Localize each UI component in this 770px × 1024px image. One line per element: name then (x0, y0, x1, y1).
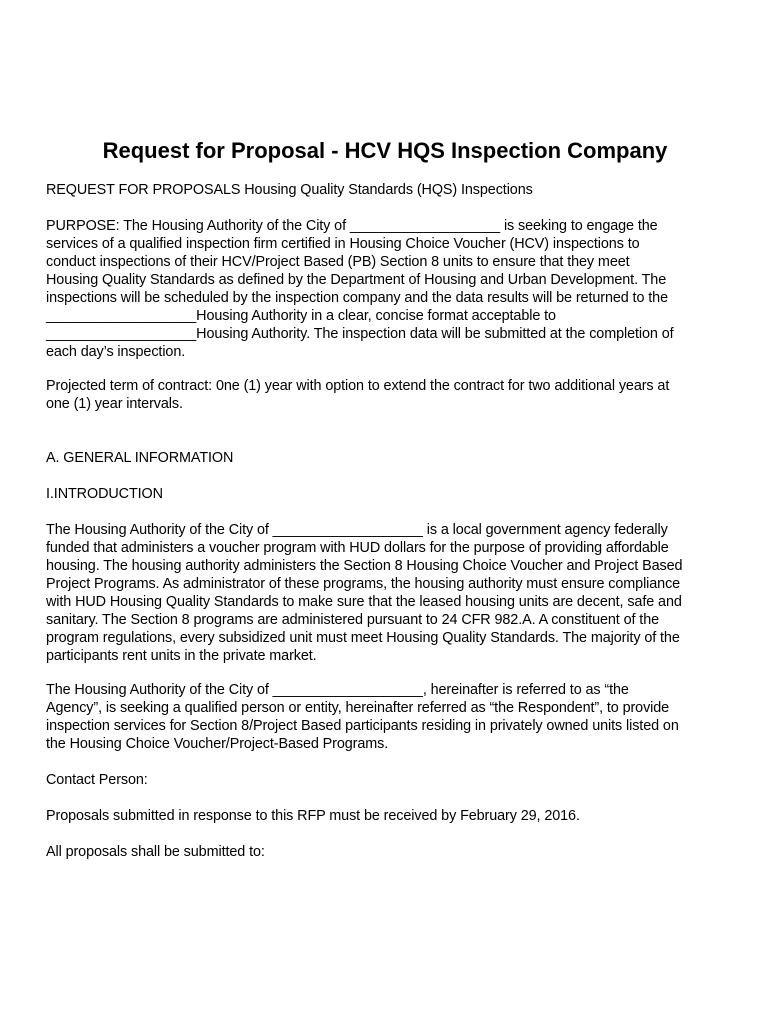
purpose-paragraph (46, 217, 736, 361)
intro-line: housing. The housing authority administers the Section 8 Housing Choice Voucher and Project Based (46, 558, 683, 574)
submission-deadline-text: Proposals submitted in response to this RFP must be received by February 29, 2016. (46, 808, 580, 824)
intro-line: funded that administers a voucher program with HUD dollars for the purpose of providing affordable (46, 540, 669, 556)
purpose-line: ___________________Housing Authority. The inspection data will be submitted at the completion of (46, 326, 674, 342)
intro-line: The Housing Authority of the City of ___________________ is a local government agency federally (46, 522, 668, 538)
submission-address-text: All proposals shall be submitted to: (46, 844, 265, 860)
purpose-line: Housing Quality Standards as defined by the Department of Housing and Urban Development. The (46, 272, 667, 288)
contract-term-line: one (1) year intervals. (46, 396, 183, 412)
intro-line: Project Programs. As administrator of these programs, the housing authority must ensure compliance (46, 576, 681, 592)
purpose-line: services of a qualified inspection firm certified in Housing Choice Voucher (HCV) inspections to (46, 236, 640, 252)
section-heading-general-information (46, 449, 736, 467)
contact-person-text: Contact Person: (46, 772, 148, 788)
intro-line: the Housing Choice Voucher/Project-Based Programs. (46, 736, 389, 752)
intro-line: Agency”, is seeking a qualified person or entity, hereinafter referred as “the Respondent”, to provide (46, 700, 670, 716)
submission-deadline (46, 807, 736, 825)
introduction-paragraph-1 (46, 521, 736, 665)
introduction-paragraph-2 (46, 681, 736, 753)
document-title: Request for Proposal - HCV HQS Inspection Company (102, 138, 668, 163)
contract-term-line: Projected term of contract: 0ne (1) year with option to extend the contract for two additional years at (46, 378, 670, 394)
purpose-line: PURPOSE: The Housing Authority of the City of ___________________ is seeking to engage the (46, 218, 658, 234)
intro-line: The Housing Authority of the City of ___________________, hereinafter is referred to as “the (46, 682, 629, 698)
contact-person-label (46, 771, 736, 789)
intro-line: participants rent units in the private market. (46, 648, 317, 664)
rfp-subtitle-text: REQUEST FOR PROPOSALS Housing Quality Standards (HQS) Inspections (46, 182, 533, 198)
intro-line: inspection services for Section 8/Project Based participants residing in privately owned units listed on (46, 718, 679, 734)
rfp-subtitle (46, 181, 736, 199)
purpose-line: conduct inspections of their HCV/Project Based (PB) Section 8 units to ensure that they meet (46, 254, 630, 270)
purpose-line: each day’s inspection. (46, 344, 186, 360)
intro-line: sanitary. The Section 8 programs are administered pursuant to 24 CFR 982.A. A constituent of the (46, 612, 660, 628)
introduction-heading (46, 485, 736, 503)
intro-line: program regulations, every subsidized unit must meet Housing Quality Standards. The majority of the (46, 630, 680, 646)
purpose-line: inspections will be scheduled by the inspection company and the data results will be returned to the (46, 290, 668, 306)
submission-address-label (46, 843, 736, 861)
section-a-heading: A. GENERAL INFORMATION (46, 450, 234, 466)
contract-term-paragraph (46, 377, 736, 413)
intro-line: with HUD Housing Quality Standards to make sure that the leased housing units are decent, safe and (46, 594, 682, 610)
purpose-line: ___________________Housing Authority in a clear, concise format acceptable to (46, 308, 556, 324)
intro-heading-text: I.INTRODUCTION (46, 486, 163, 502)
